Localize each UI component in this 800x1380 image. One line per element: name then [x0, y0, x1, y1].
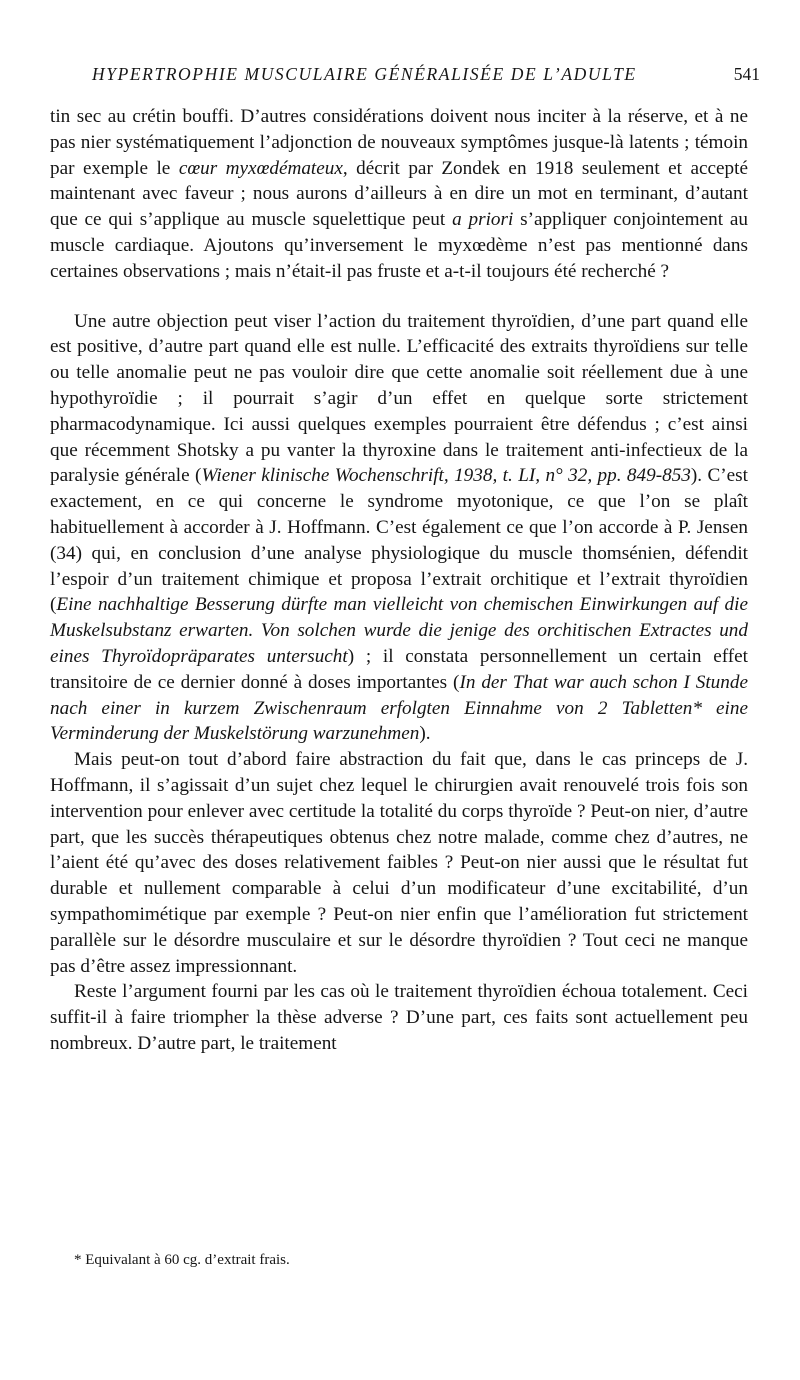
page-number: 541: [733, 64, 760, 84]
citation: Wiener klinische Wochenschrift, 1938, t. LI, n° 32, pp. 849-853: [201, 465, 691, 487]
german-quotation: In der That war auch schon I Stunde nach einer in kurzem Zwischenraum erfolgten Einnahme von 2 Tabletten* eine Verminderung der Muskelstörung warzunehmen: [50, 671, 748, 745]
text-segment: s’appliquer conjointement au muscle cardiaque. Ajoutons qu’inversement le myxœdème n’est pas mentionné dans certaines observations ; mais n’était-il pas fruste et a-t-il toujours été recherché ?: [50, 209, 748, 282]
italic-term: cœur myxœdémateux: [178, 157, 343, 179]
text-segment: , décrit par Zondek en 1918 seulement et accepté maintenant avec faveur ; nous aurons d’ailleurs à en dire un mot en terminant, d’autant que ce qui s’applique au muscle squelettique peut: [50, 157, 749, 231]
text-segment: Mais peut-on tout d’abord faire abstraction du fait que, dans le cas princeps de J. Hoffmann, il s’agissait d’un sujet chez lequel le chirurgien avait renouvelé trois fois son intervention pour enlever avec certitude la totalité du corps thyroïde ? Peut-on nier, d’autre part, que les succès thérapeutiques obtenus chez notre malade, comme chez d’autres, ne l’aient été qu’avec des doses relativement faibles ? Peut-on nier aussi que le résultat fut durable et nullement comparable à celui d’un modificateur d’une excitabilité, d’un sympathomimétique par exemple ? Peut-on nier enfin que l’amélioration fut strictement parallèle sur le désordre musculaire et sur le désordre thyroïdien ? Tout ceci ne manque pas d’être assez impressionnant.: [50, 749, 748, 977]
text-segment: ). C’est exactement, en ce qui concerne le syndrome myotonique, ce que l’on se plaît habituellement à accorder à J. Hoffmann. C’est également ce que l’on accorde à P. Jensen (34) qui, en conclusion d’une analyse physiologique du muscle thomsénien, défendit l’espoir d’un traitement chimique et proposa l’extrait orchitique et l’extrait thyroïdien (: [50, 465, 748, 616]
paragraph-4: [50, 979, 748, 1056]
running-title: HYPERTROPHIE MUSCULAIRE GÉNÉRALISÉE DE L’ADULTE: [92, 64, 637, 84]
footnote: * Equivalant à 60 cg. d’extrait frais.: [74, 1252, 290, 1268]
body-text: [50, 104, 748, 1057]
text-segment: ) ; il constata personnellement un certain effet transitoire de ce dernier donné à doses importantes (: [50, 645, 748, 693]
italic-term: a priori: [452, 209, 514, 231]
running-head: [92, 64, 760, 85]
text-segment: Une autre objection peut viser l’action du traitement thyroïdien, d’une part quand elle est positive, d’autre part quand elle est nulle. L’efficacité des extraits thyroïdiens sur telle ou telle anomalie peut ne pas vouloir dire que cette anomalie soit réellement due à une hypothyroïdie ; il pourrait s’agir d’un effet en quelque sorte strictement pharmacodynamique. Ici aussi quelques exemples pourraient être défendus ; c’est ainsi que récemment Shotsky a pu vanter la thyroxine dans le traitement anti-infectieux de la paralysie générale (: [50, 310, 748, 487]
german-quotation: Eine nachhaltige Besserung dürfte man vielleicht von chemischen Einwirkungen auf die Muskelsubstanz erwarten. Von solchen wurde die jenige des orchitischen Extractes und eines Thyroïdopräparates untersucht: [50, 594, 748, 667]
text-segment: ).: [419, 723, 431, 745]
paragraph-1: [50, 104, 748, 285]
paragraph-3: [50, 747, 748, 979]
text-segment: Reste l’argument fourni par les cas où le traitement thyroïdien échoua totalement. Ceci suffit-il à faire triompher la thèse adverse ? D’une part, ces faits sont actuellement peu nombreux. D’autre part, le traitement: [50, 981, 748, 1054]
text-segment: tin sec au crétin bouffi. D’autres considérations doivent nous inciter à la réserve, et à ne pas nier systématiquement l’adjonction de nouveaux symptômes jusque-là latents ; témoin par exemple le: [50, 106, 748, 179]
paragraph-2: [50, 309, 748, 748]
